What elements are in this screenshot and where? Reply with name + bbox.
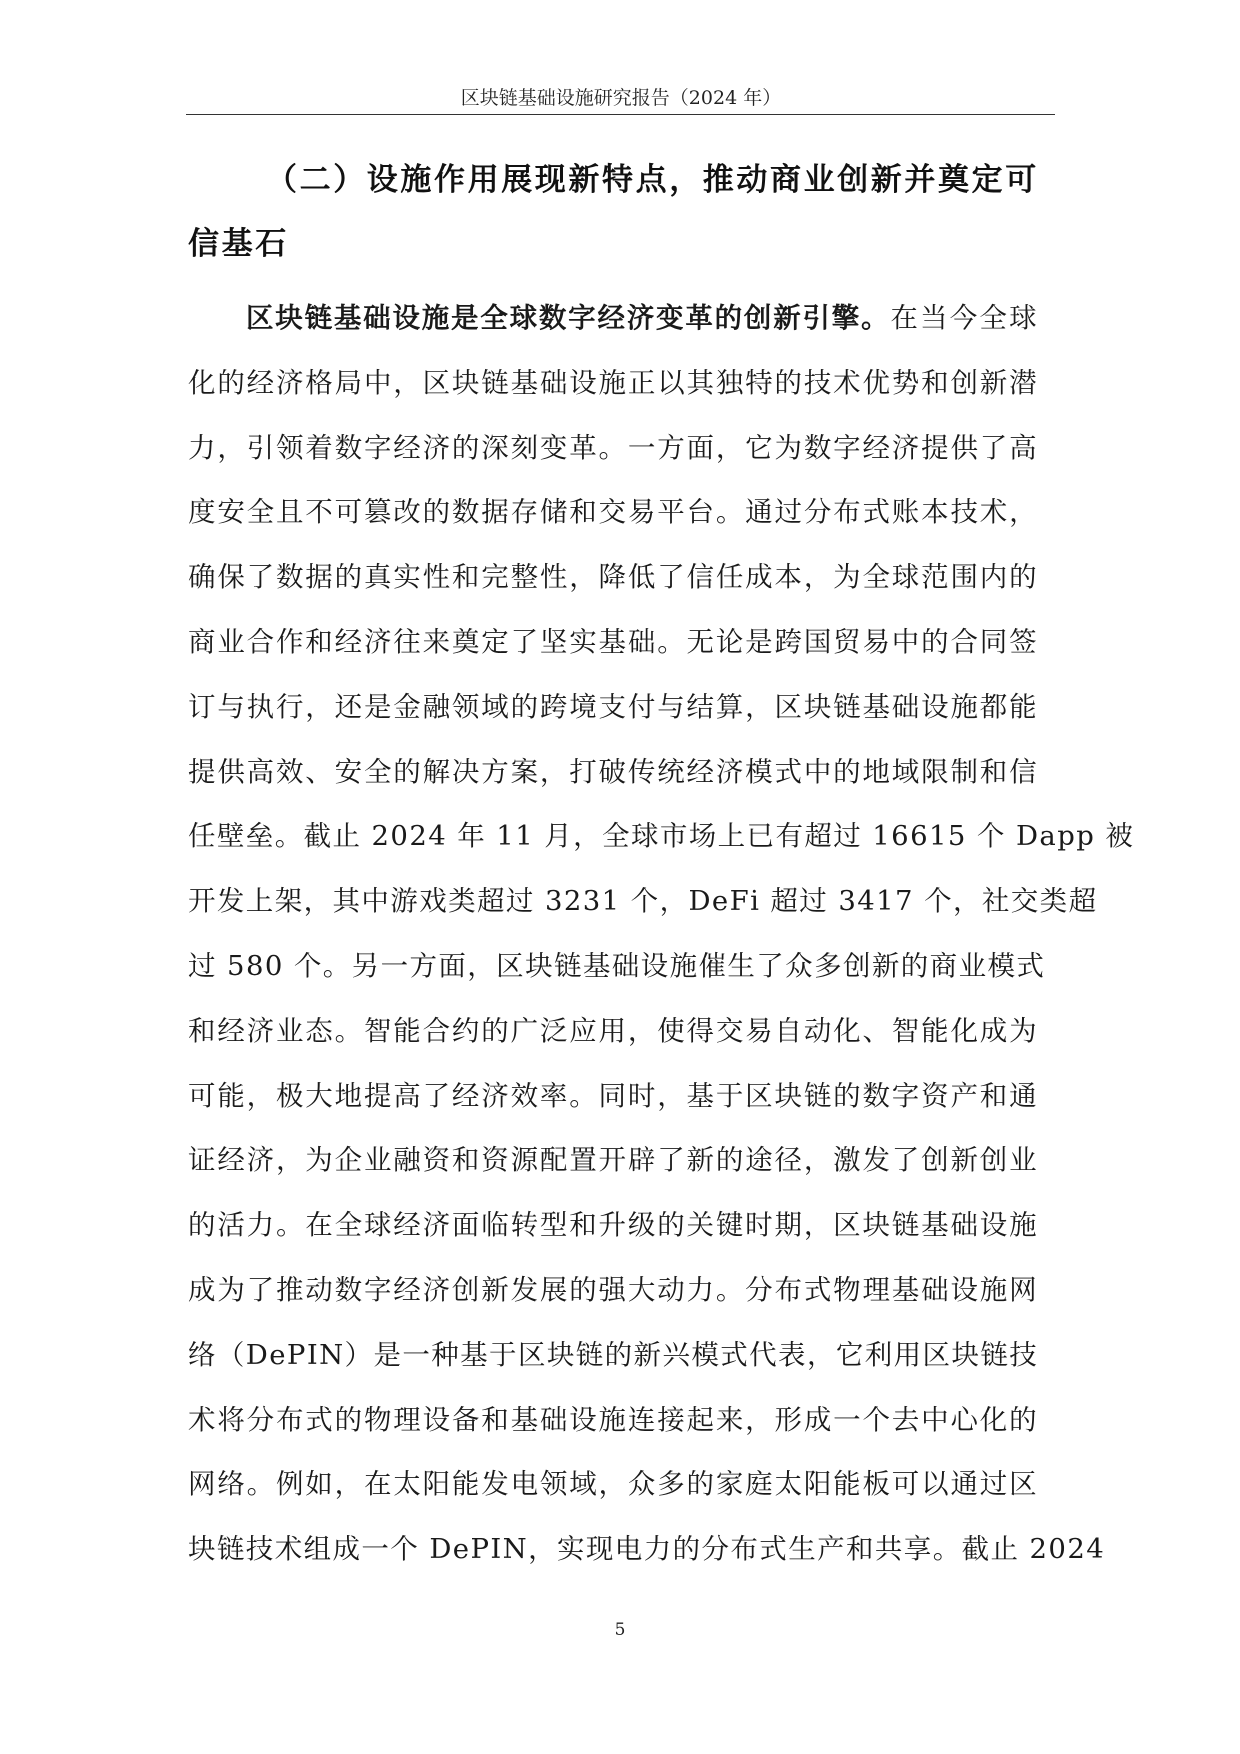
paragraph-line: 可能，极大地提高了经济效率。同时，基于区块链的数字资产和通	[188, 1079, 1038, 1112]
paragraph-line: 任壁垒。截止 2024 年 11 月，全球市场上已有超过 16615 个 Dapp 被	[188, 820, 1135, 853]
paragraph-line: 力，引领着数字经济的深刻变革。一方面，它为数字经济提供了高	[188, 431, 1038, 464]
paragraph-line: 商业合作和经济往来奠定了坚实基础。无论是跨国贸易中的合同签	[188, 625, 1038, 658]
page-number: 5	[614, 1620, 626, 1640]
paragraph-line: 和经济业态。智能合约的广泛应用，使得交易自动化、智能化成为	[188, 1014, 1038, 1047]
paragraph-line	[188, 286, 1038, 351]
paragraph-line: 的活力。在全球经济面临转型和升级的关键时期，区块链基础设施	[188, 1209, 1038, 1242]
body-paragraph	[188, 286, 1135, 1582]
running-header: 区块链基础设施研究报告（2024 年）	[460, 87, 782, 109]
paragraph-line: 度安全且不可篡改的数据存储和交易平台。通过分布式账本技术，	[188, 496, 1038, 529]
paragraph-line: 证经济，为企业融资和资源配置开辟了新的途径，激发了创新创业	[188, 1144, 1038, 1177]
paragraph-line: 确保了数据的真实性和完整性，降低了信任成本，为全球范围内的	[188, 561, 1038, 594]
paragraph-line: 块链技术组成一个 DePIN，实现电力的分布式生产和共享。截止 2024	[188, 1533, 1106, 1566]
paragraph-line: 订与执行，还是金融领域的跨境支付与结算，区块链基础设施都能	[188, 690, 1038, 723]
paragraph-line-text: 在当今全球	[890, 302, 1039, 334]
paragraph-line: 化的经济格局中，区块链基础设施正以其独特的技术优势和创新潜	[188, 366, 1038, 399]
paragraph-line: 过 580 个。另一方面，区块链基础设施催生了众多创新的商业模式	[188, 949, 1046, 982]
paragraph-line: 开发上架，其中游戏类超过 3231 个，DeFi 超过 3417 个，社交类超	[188, 885, 1098, 918]
section-heading: （二）设施作用展现新特点，推动商业创新并奠定可信基石	[188, 162, 1039, 262]
lead-sentence: 区块链基础设施是全球数字经济变革的创新引擎。	[246, 302, 891, 334]
paragraph-line: 术将分布式的物理设备和基础设施连接起来，形成一个去中心化的	[188, 1403, 1038, 1436]
paragraph-line: 提供高效、安全的解决方案，打破传统经济模式中的地域限制和信	[188, 755, 1038, 788]
paragraph-line: 网络。例如，在太阳能发电领域，众多的家庭太阳能板可以通过区	[188, 1468, 1038, 1501]
header-rule	[186, 114, 1055, 115]
paragraph-line: 络（DePIN）是一种基于区块链的新兴模式代表，它利用区块链技	[188, 1338, 1039, 1371]
paragraph-line: 成为了推动数字经济创新发展的强大动力。分布式物理基础设施网	[188, 1273, 1038, 1306]
